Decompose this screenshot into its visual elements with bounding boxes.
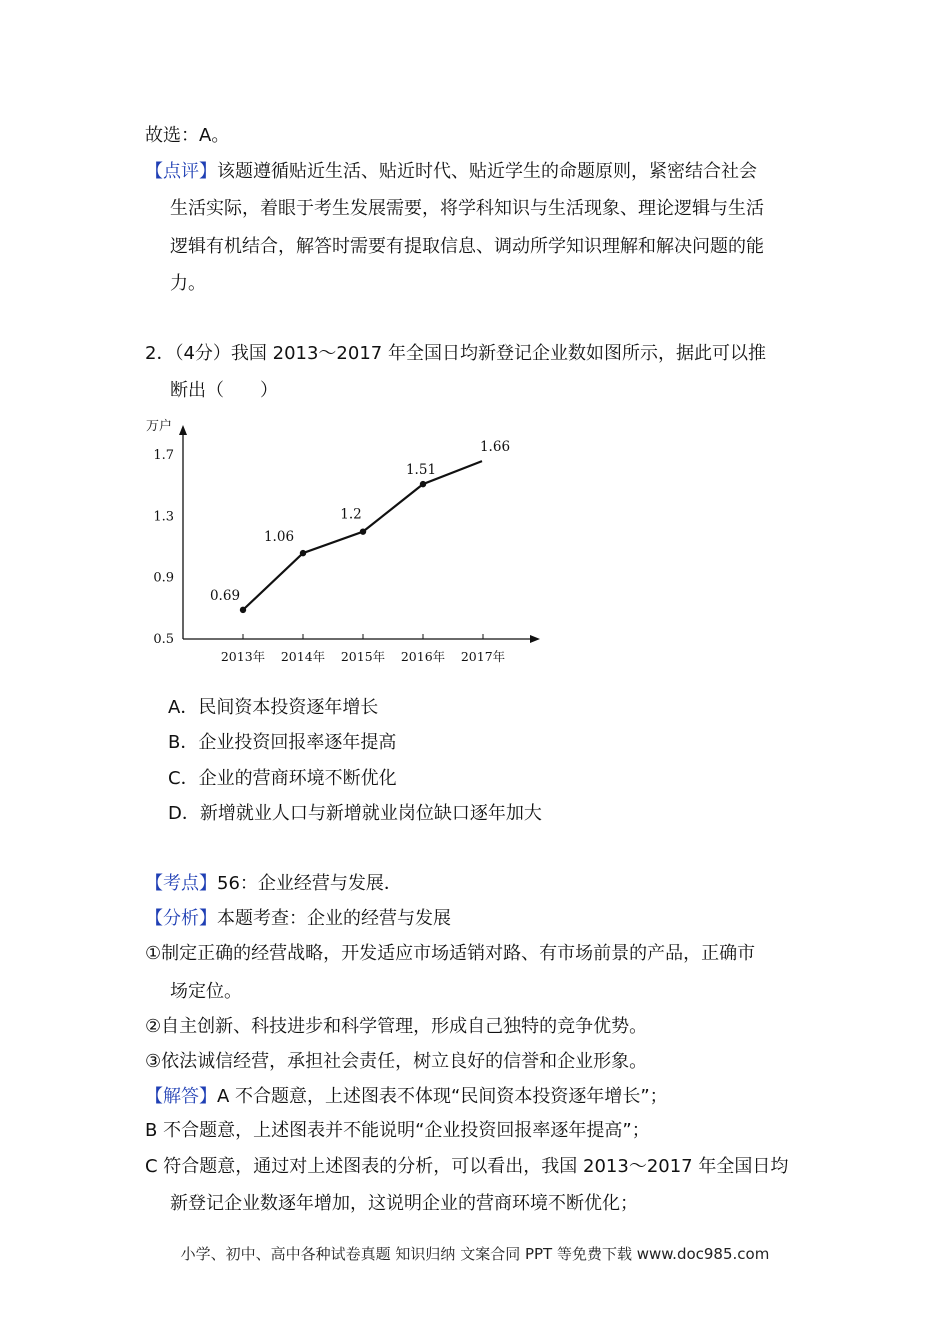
y-tick-label: 0.9: [153, 570, 174, 586]
x-tick-label: 2016年: [400, 649, 446, 664]
kaodian-line: [145, 872, 402, 896]
comment-line-3: 逻辑有机结合，解答时需要有提取信息、调动所学知识理解和解决问题的能: [170, 236, 764, 257]
data-point: [240, 607, 246, 613]
comment-tag: 【点评】: [145, 161, 217, 182]
comment-text-1: 该题遵循贴近生活、贴近时代、贴近学生的命题原则，紧密结合社会: [217, 161, 757, 182]
data-label: 1.2: [340, 506, 362, 523]
jieda-line: [145, 1085, 668, 1109]
option-a: A．民间资本投资逐年增长: [168, 697, 379, 718]
data-label: 1.51: [405, 462, 437, 479]
x-tick-label: 2017年: [460, 649, 506, 664]
jieda-tag: 【解答】: [145, 1086, 217, 1107]
y-axis-arrow: [179, 425, 187, 435]
x-tick-label: 2013年: [220, 649, 266, 664]
comment-line-2: 生活实际，着眼于考生发展需要，将学科知识与生活现象、理论逻辑与生活: [170, 198, 764, 219]
data-label: 1.06: [263, 529, 295, 546]
question-line-1: 2．（4分）我国 2013～2017 年全国日均新登记企业数如图所示，据此可以推: [145, 343, 766, 364]
y-tick-label: 0.5: [153, 632, 174, 647]
point-1-line-1: ①制定正确的经营战略，开发适应市场适销对路、有市场前景的产品，正确市: [145, 943, 756, 964]
y-tick-label: 1.7: [153, 448, 174, 463]
page-footer: 小学、初中、高中各种试卷真题 知识归纳 文案合同 PPT 等免费下载 www.doc985.com: [180, 1245, 770, 1263]
data-point: [360, 528, 366, 534]
data-point: [420, 481, 426, 487]
jieda-c-line-1: C 符合题意，通过对上述图表的分析，可以看出，我国 2013～2017 年全国日均: [145, 1156, 789, 1177]
y-axis-label: 万户: [146, 419, 173, 434]
option-d: D．新增就业人口与新增就业岗位缺口逐年加大: [168, 803, 542, 824]
option-b: B．企业投资回报率逐年提高: [168, 732, 397, 753]
answer-line: 故选：A。: [145, 125, 230, 146]
point-2: ②自主创新、科技进步和科学管理，形成自己独特的竞争优势。: [145, 1016, 648, 1037]
data-point: [300, 550, 306, 556]
kaodian-tag: 【考点】: [145, 873, 217, 894]
question-line-2: 断出（ ）: [170, 380, 278, 401]
comment-line-1: [145, 160, 757, 184]
kaodian-text: 56：企业经营与发展．: [217, 873, 402, 894]
option-c: C．企业的营商环境不断优化: [168, 768, 397, 789]
line-chart: [140, 410, 560, 675]
data-label: 1.66: [479, 439, 511, 456]
x-tick-label: 2014年: [280, 649, 326, 664]
jieda-c-line-2: 新登记企业数逐年增加，这说明企业的营商环境不断优化；: [170, 1193, 638, 1214]
y-tick-label: 1.3: [153, 509, 174, 525]
jieda-b: B 不合题意，上述图表并不能说明“企业投资回报率逐年提高”；: [145, 1120, 650, 1141]
comment-line-4: 力。: [170, 273, 206, 294]
point-1-line-2: 场定位。: [170, 981, 242, 1002]
data-label: 0.69: [209, 587, 241, 604]
fenxi-text: 本题考查：企业的经营与发展: [217, 908, 451, 929]
jieda-a-text: A 不合题意，上述图表不体现“民间资本投资逐年增长”；: [217, 1086, 668, 1107]
point-3: ③依法诚信经营，承担社会责任，树立良好的信誉和企业形象。: [145, 1051, 648, 1072]
x-axis-arrow: [530, 635, 540, 643]
fenxi-tag: 【分析】: [145, 908, 217, 929]
x-tick-label: 2015年: [340, 649, 386, 664]
fenxi-line: [145, 907, 451, 931]
